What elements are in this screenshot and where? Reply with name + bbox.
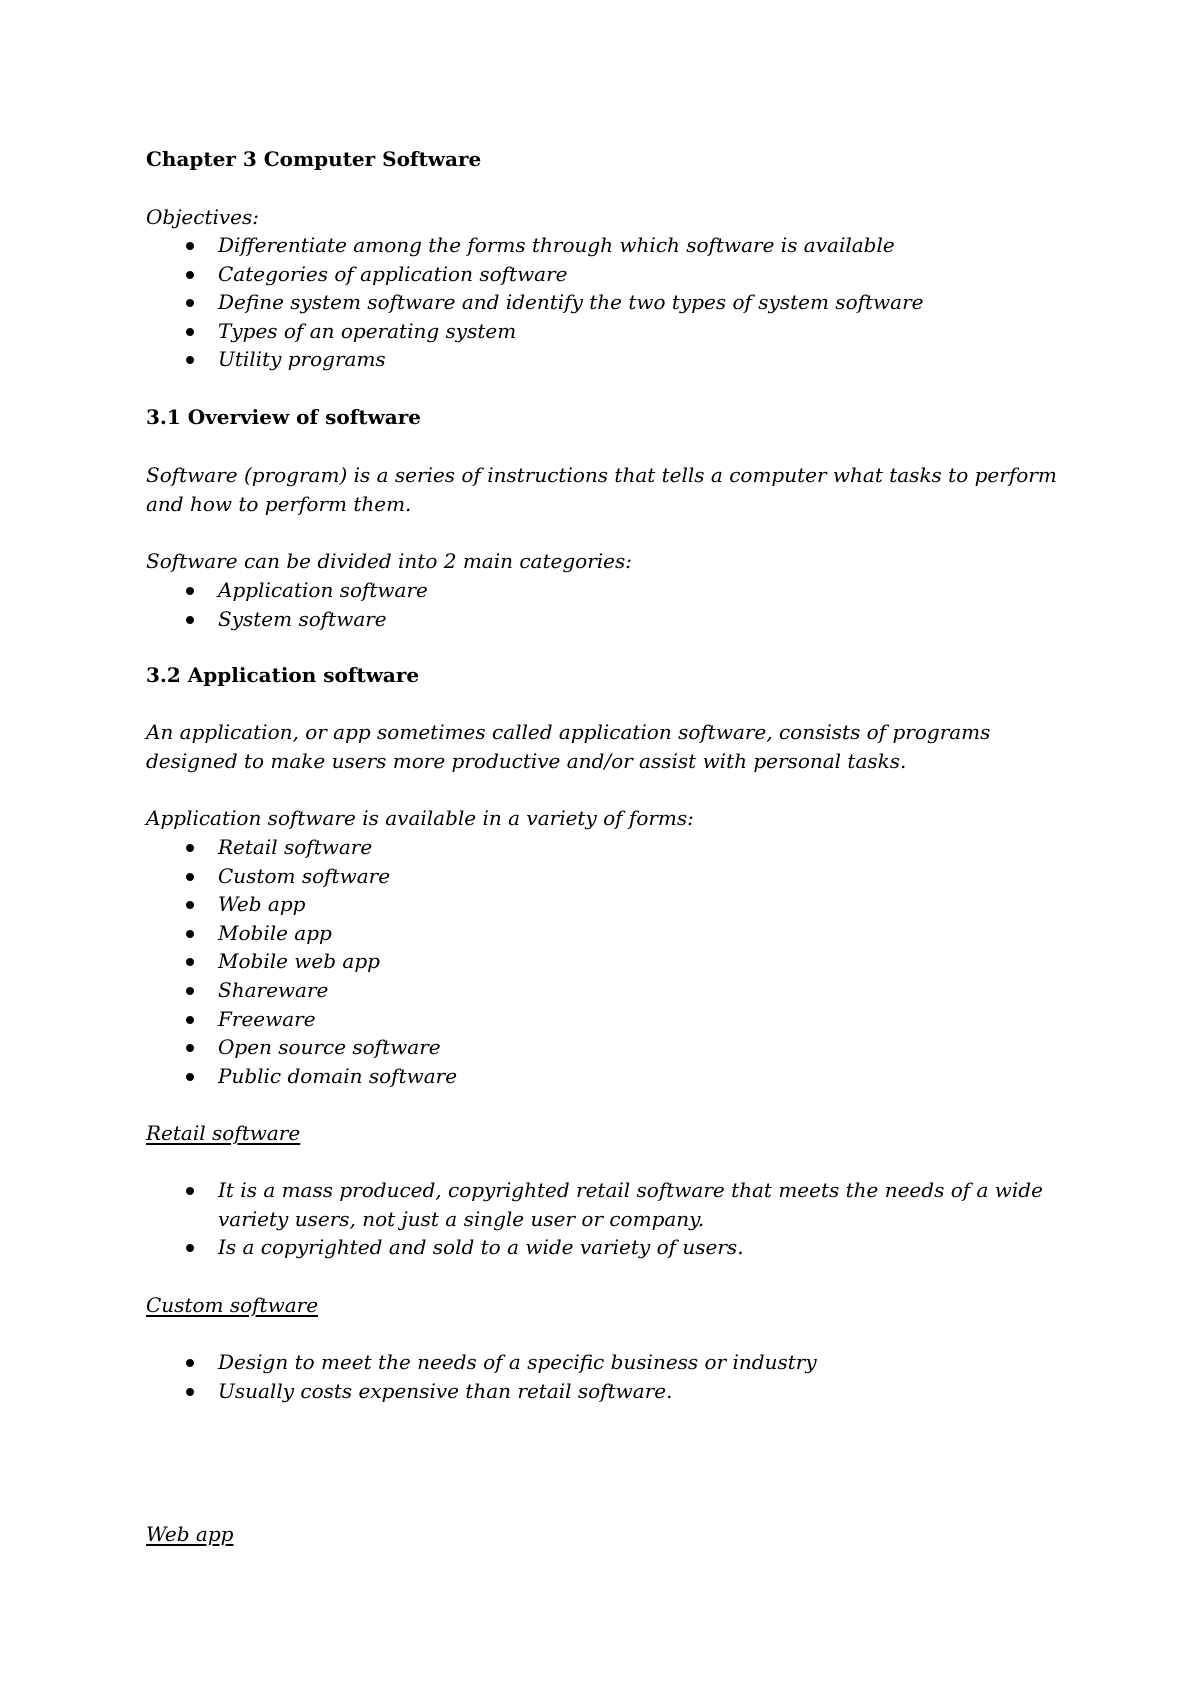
web-app-heading: Web app xyxy=(146,1522,234,1546)
list-item: Retail software xyxy=(146,833,457,862)
list-item: Application software xyxy=(146,576,428,605)
list-item: Shareware xyxy=(146,976,457,1005)
application-definition-line-1: An application, or app sometimes called application software, consists of programs xyxy=(146,720,991,744)
list-item: System software xyxy=(146,605,428,634)
list-item: Utility programs xyxy=(146,345,924,374)
list-item: It is a mass produced, copyrighted retail software that meets the needs of a wide variety users, not just a single user or company. xyxy=(146,1176,1098,1233)
forms-list xyxy=(146,833,457,1090)
list-item: Define system software and identify the two types of system software xyxy=(146,288,924,317)
list-item: Custom software xyxy=(146,862,457,891)
chapter-title: Chapter 3 Computer Software xyxy=(146,147,482,171)
list-item: Design to meet the needs of a specific business or industry xyxy=(146,1348,817,1377)
section-heading-3-2: 3.2 Application software xyxy=(146,663,420,687)
custom-software-points xyxy=(146,1348,817,1405)
list-item: Open source software xyxy=(146,1033,457,1062)
objectives-label: Objectives: xyxy=(146,205,260,229)
application-definition-line-2: designed to make users more productive and/or assist with personal tasks. xyxy=(146,749,907,773)
software-definition-line-2: and how to perform them. xyxy=(146,492,412,516)
list-item: Categories of application software xyxy=(146,260,924,289)
list-item: Is a copyrighted and sold to a wide variety of users. xyxy=(146,1233,1098,1262)
list-item: Types of an operating system xyxy=(146,317,924,346)
list-item: Web app xyxy=(146,890,457,919)
retail-software-points xyxy=(146,1176,1098,1262)
forms-intro: Application software is available in a variety of forms: xyxy=(146,806,694,830)
list-item: Differentiate among the forms through which software is available xyxy=(146,231,924,260)
list-item: Public domain software xyxy=(146,1062,457,1091)
objectives-list xyxy=(146,231,924,374)
list-item: Usually costs expensive than retail software. xyxy=(146,1377,817,1406)
list-item: Freeware xyxy=(146,1005,457,1034)
list-item: Mobile web app xyxy=(146,947,457,976)
section-heading-3-1: 3.1 Overview of software xyxy=(146,405,421,429)
categories-intro: Software can be divided into 2 main categories: xyxy=(146,549,632,573)
categories-list xyxy=(146,576,428,633)
software-definition-line-1: Software (program) is a series of instructions that tells a computer what tasks to perform xyxy=(146,463,1057,487)
custom-software-heading: Custom software xyxy=(146,1293,319,1317)
retail-software-heading: Retail software xyxy=(146,1121,301,1145)
list-item: Mobile app xyxy=(146,919,457,948)
